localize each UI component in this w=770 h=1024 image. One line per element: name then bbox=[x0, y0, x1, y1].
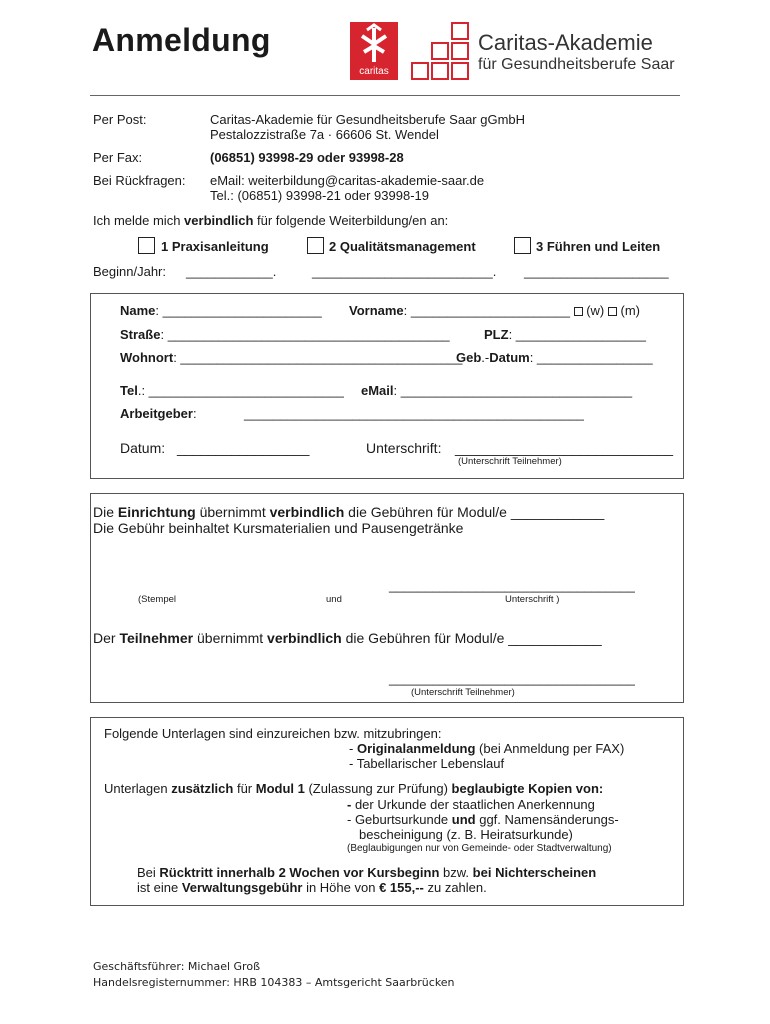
name-field[interactable]: : ______________________ bbox=[155, 303, 322, 318]
fax-label: Per Fax: bbox=[93, 150, 143, 165]
documents-item-lebenslauf: - Tabellarischer Lebenslauf bbox=[349, 756, 505, 771]
tel-field[interactable]: .: ___________________________ bbox=[137, 383, 344, 398]
post-address-line2: Pestalozzistraße 7a · 66606 St. Wendel bbox=[210, 127, 439, 142]
contact-phone: Tel.: (06851) 93998-21 oder 93998-19 bbox=[210, 188, 429, 203]
option-praxisanleitung: 1 Praxisanleitung bbox=[161, 239, 269, 254]
strasse-row: Straße: _______________________________________ bbox=[120, 327, 450, 342]
und-caption: und bbox=[326, 594, 342, 605]
gender-w-checkbox[interactable] bbox=[574, 307, 583, 316]
unterschrift-caption: (Unterschrift Teilnehmer) bbox=[458, 456, 562, 467]
plz-row: PLZ: __________________ bbox=[484, 327, 646, 342]
documents-extra-intro: Unterlagen zusätzlich für Modul 1 (Zulassung zur Prüfung) beglaubigte Kopien von: bbox=[104, 781, 604, 796]
footer-ceo: Geschäftsführer: Michael Groß bbox=[93, 960, 260, 973]
squares-logo-icon bbox=[410, 22, 470, 80]
caritas-logo-text: caritas bbox=[359, 66, 389, 77]
teilnehmer-modul-field[interactable]: die Gebühren für Modul/e ____________ bbox=[341, 630, 602, 646]
teilnehmer-statement: Der Teilnehmer übernimmt verbindlich die Gebühren für Modul/e ____________ bbox=[93, 630, 602, 646]
unterschrift-label: Unterschrift: bbox=[366, 440, 442, 456]
documents-intro: Folgende Unterlagen sind einzureichen bzw. mitzubringen: bbox=[104, 726, 442, 741]
begin-year-label: Beginn/Jahr: bbox=[93, 264, 166, 279]
option-fuehren-leiten: 3 Führen und Leiten bbox=[536, 239, 661, 254]
cancellation-line1: Bei Rücktritt innerhalb 2 Wochen vor Kursbeginn bzw. bei Nichterscheinen bbox=[137, 865, 597, 880]
email-row: eMail: ________________________________ bbox=[361, 383, 633, 398]
arbeitgeber-field[interactable]: _______________________________________________ bbox=[244, 406, 584, 421]
unterschrift-field[interactable]: ____________________________ bbox=[455, 440, 674, 456]
name-row: Name: ______________________ bbox=[120, 303, 322, 318]
header-divider bbox=[90, 95, 680, 96]
page-title: Anmeldung bbox=[92, 22, 271, 58]
checkbox-fuehren-leiten[interactable] bbox=[514, 237, 531, 254]
arbeitgeber-row: Arbeitgeber: bbox=[120, 406, 197, 421]
geburtsdatum-row: Geb.-Datum: ________________ bbox=[456, 350, 653, 365]
documents-item-original: - Originalanmeldung (bei Anmeldung per FAX) bbox=[349, 741, 625, 756]
fee-includes: Die Gebühr beinhaltet Kursmaterialien und Pausengetränke bbox=[93, 520, 464, 536]
cancellation-line2: ist eine Verwaltungsgebühr in Höhe von € 155,-- zu zahlen. bbox=[137, 880, 487, 895]
checkbox-praxisanleitung[interactable] bbox=[138, 237, 155, 254]
geburtsdatum-field[interactable]: : ________________ bbox=[529, 350, 653, 365]
fax-number: (06851) 93998-29 oder 93998-28 bbox=[210, 150, 404, 165]
org-name-line1: Caritas-Akademie bbox=[478, 30, 653, 55]
documents-extra-note: (Beglaubigungen nur von Gemeinde- oder Stadtverwaltung) bbox=[347, 843, 612, 854]
akademie-logo-squares bbox=[410, 22, 470, 80]
vorname-field[interactable]: : ______________________ bbox=[403, 303, 570, 318]
footer-register: Handelsregisternummer: HRB 104383 – Amtsgericht Saarbrücken bbox=[93, 976, 455, 989]
documents-extra-geburtsurkunde: - Geburtsurkunde und ggf. Namensänderungs- bbox=[347, 812, 619, 827]
post-label: Per Post: bbox=[93, 112, 147, 127]
einrichtung-signature-line[interactable]: __________________________________ bbox=[389, 578, 635, 593]
teilnehmer-signature-caption: (Unterschrift Teilnehmer) bbox=[411, 687, 515, 698]
checkbox-qualitaetsmanagement[interactable] bbox=[307, 237, 324, 254]
email-field[interactable]: : ________________________________ bbox=[393, 383, 633, 398]
begin-year-field-2[interactable]: _________________________. bbox=[312, 264, 497, 279]
tel-row: Tel.: ___________________________ bbox=[120, 383, 344, 398]
wohnort-field[interactable]: : _______________________________________ bbox=[173, 350, 463, 365]
documents-extra-urkunde: - der Urkunde der staatlichen Anerkennung bbox=[347, 797, 595, 812]
caritas-logo bbox=[350, 22, 398, 80]
stempel-caption: (Stempel bbox=[138, 594, 177, 605]
begin-year-field-3[interactable]: ____________________ bbox=[524, 264, 669, 279]
contact-email: eMail: weiterbildung@caritas-akademie-saar.de bbox=[210, 173, 485, 188]
post-address-line1: Caritas-Akademie für Gesundheitsberufe Saar gGmbH bbox=[210, 112, 526, 127]
plz-field[interactable]: : __________________ bbox=[508, 327, 646, 342]
strasse-field[interactable]: : _______________________________________ bbox=[160, 327, 450, 342]
enroll-intro: Ich melde mich verbindlich für folgende Weiterbildung/en an: bbox=[93, 213, 449, 228]
vorname-row: Vorname: ______________________ (w) (m) bbox=[349, 303, 641, 318]
gender-m-checkbox[interactable] bbox=[608, 307, 617, 316]
datum-field[interactable]: _________________ bbox=[177, 440, 310, 456]
questions-label: Bei Rückfragen: bbox=[93, 173, 186, 188]
option-qualitaetsmanagement: 2 Qualitätsmanagement bbox=[329, 239, 476, 254]
einrichtung-signature-caption: Unterschrift ) bbox=[505, 594, 560, 605]
org-name-line2: für Gesundheitsberufe Saar bbox=[478, 56, 675, 73]
einrichtung-statement: Die Einrichtung übernimmt verbindlich die Gebühren für Modul/e ____________ bbox=[93, 504, 605, 520]
datum-label: Datum: bbox=[120, 440, 166, 456]
documents-extra-heiratsurkunde: bescheinigung (z. B. Heiratsurkunde) bbox=[359, 827, 573, 842]
teilnehmer-signature-line[interactable]: __________________________________ bbox=[389, 671, 635, 686]
begin-year-field-1[interactable]: ____________. bbox=[186, 264, 277, 279]
wohnort-row: Wohnort: _______________________________________ bbox=[120, 350, 463, 365]
einrichtung-modul-field[interactable]: die Gebühren für Modul/e ____________ bbox=[344, 504, 605, 520]
